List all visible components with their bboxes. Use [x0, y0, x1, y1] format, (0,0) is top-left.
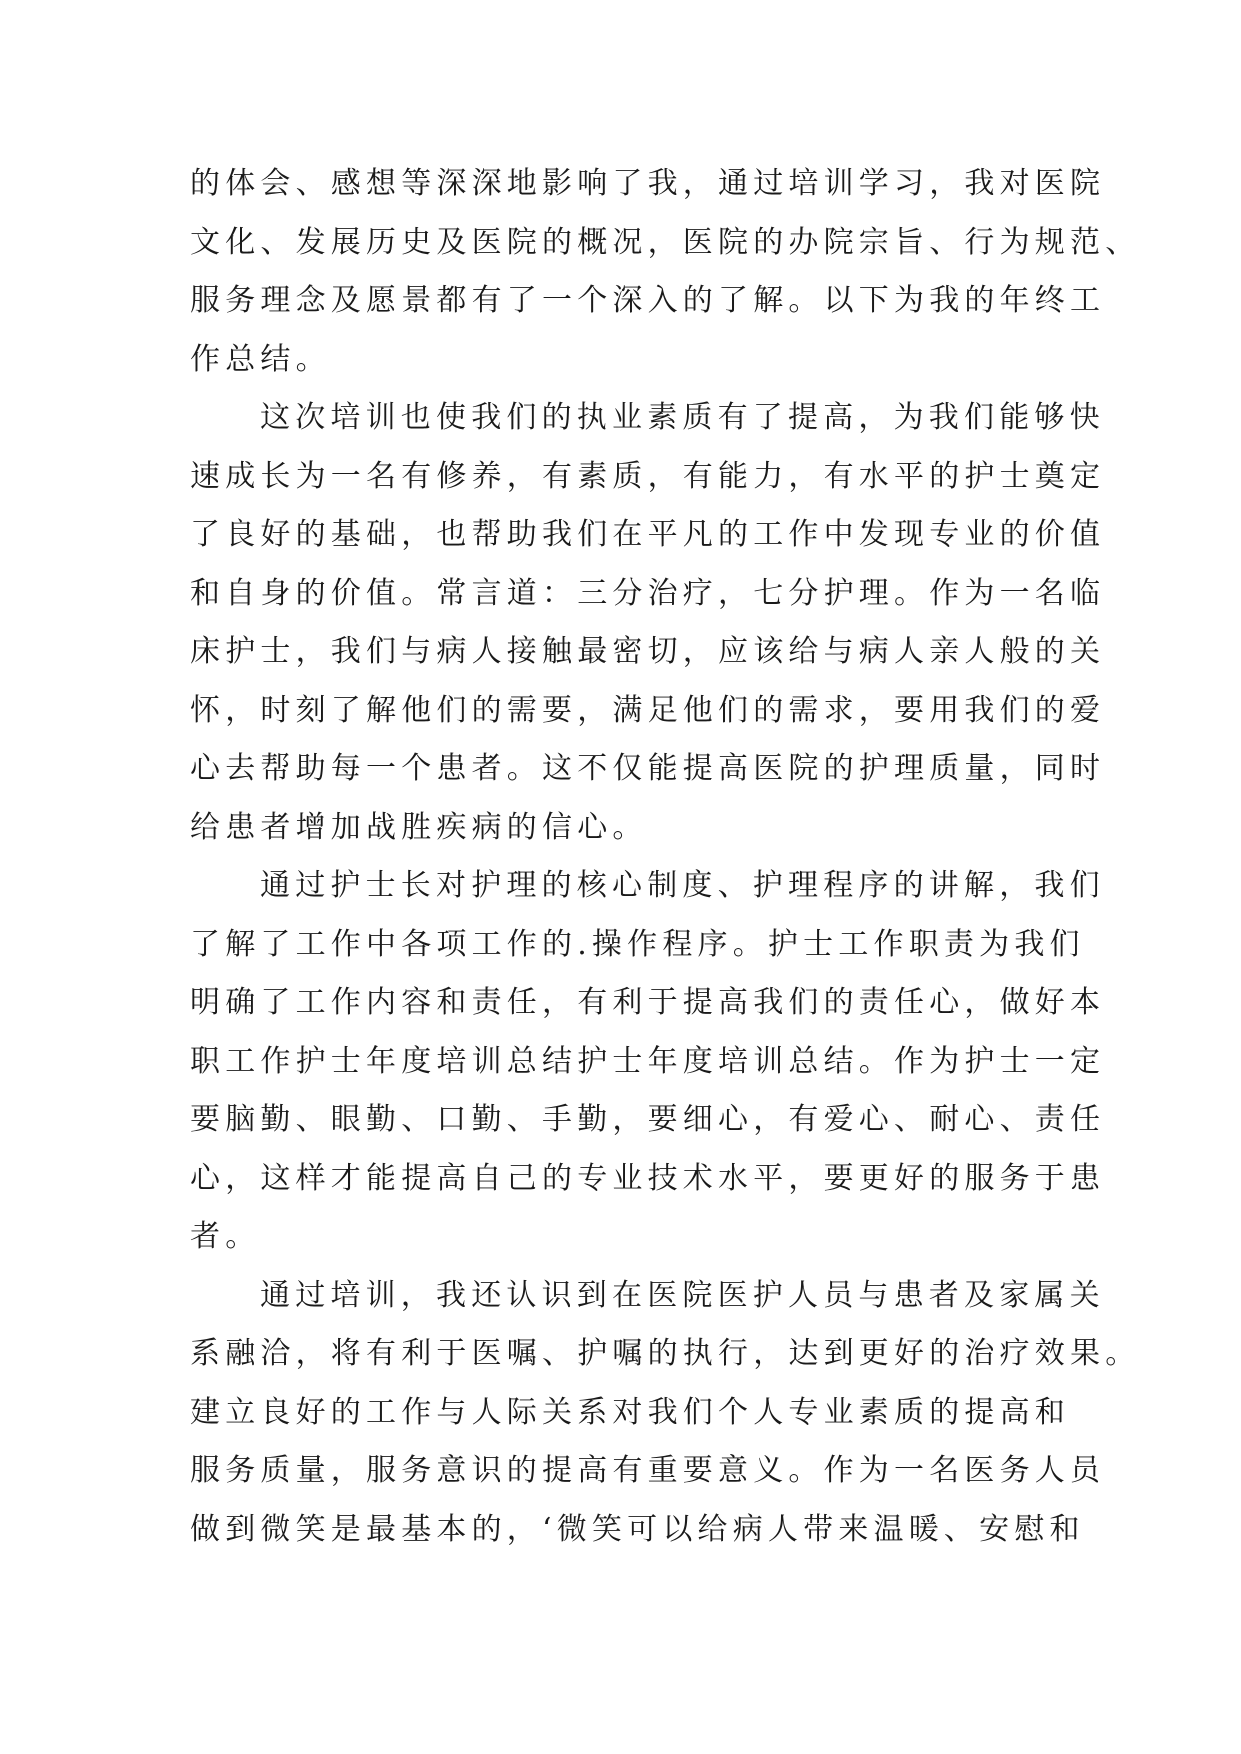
text-line: 速成长为一名有修养，有素质，有能力，有水平的护士奠定 — [190, 458, 1106, 494]
text-line: 作总结。 — [190, 341, 331, 377]
paragraph-first-line: 通过护士长对护理的核心制度、护理程序的讲解，我们 — [260, 868, 1105, 903]
text-line: 了解了工作中各项工作的.操作程序。护士工作职责为我们 — [190, 926, 1085, 962]
text-line: 文化、发展历史及医院的概况，医院的办院宗旨、行为规范、 — [190, 224, 1141, 260]
text-line: 了良好的基础，也帮助我们在平凡的工作中发现专业的价值 — [190, 517, 1106, 552]
text-line: 的体会、感想等深深地影响了我，通过培训学习，我对医院 — [190, 166, 1106, 201]
text-line: 怀，时刻了解他们的需要，满足他们的需求，要用我们的爱 — [190, 692, 1106, 728]
text-line: 服务质量，服务意识的提高有重要意义。作为一名医务人员 — [190, 1453, 1106, 1488]
paragraph-first-line: 这次培训也使我们的执业素质有了提高，为我们能够快 — [260, 400, 1105, 435]
text-line: 明确了工作内容和责任，有利于提高我们的责任心，做好本 — [190, 985, 1106, 1020]
text-line: 建立良好的工作与人际关系对我们个人专业素质的提高和 — [190, 1394, 1070, 1430]
text-line: 者。 — [190, 1219, 261, 1254]
text-line: 服务理念及愿景都有了一个深入的了解。以下为我的年终工 — [190, 283, 1106, 318]
paragraph-first-line: 通过培训，我还认识到在医院医护人员与患者及家属关 — [260, 1277, 1105, 1313]
text-line: 给患者增加战胜疾病的信心。 — [190, 809, 648, 845]
text-line: 做到微笑是最基本的，‘微笑可以给病人带来温暖、安慰和 — [190, 1511, 1085, 1547]
text-line: 要脑勤、眼勤、口勤、手勤，要细心，有爱心、耐心、责任 — [190, 1102, 1106, 1137]
text-line: 职工作护士年度培训总结护士年度培训总结。作为护士一定 — [190, 1043, 1106, 1079]
document-body — [190, 155, 1141, 1559]
text-line: 心去帮助每一个患者。这不仅能提高医院的护理质量，同时 — [190, 751, 1106, 786]
text-line: 系融洽，将有利于医嘱、护嘱的执行，达到更好的治疗效果。 — [190, 1336, 1141, 1371]
text-line: 和自身的价值。常言道：三分治疗，七分护理。作为一名临 — [190, 575, 1106, 611]
text-line: 心，这样才能提高自己的专业技术水平，要更好的服务于患 — [190, 1160, 1106, 1196]
text-line: 床护士，我们与病人接触最密切，应该给与病人亲人般的关 — [190, 634, 1106, 669]
